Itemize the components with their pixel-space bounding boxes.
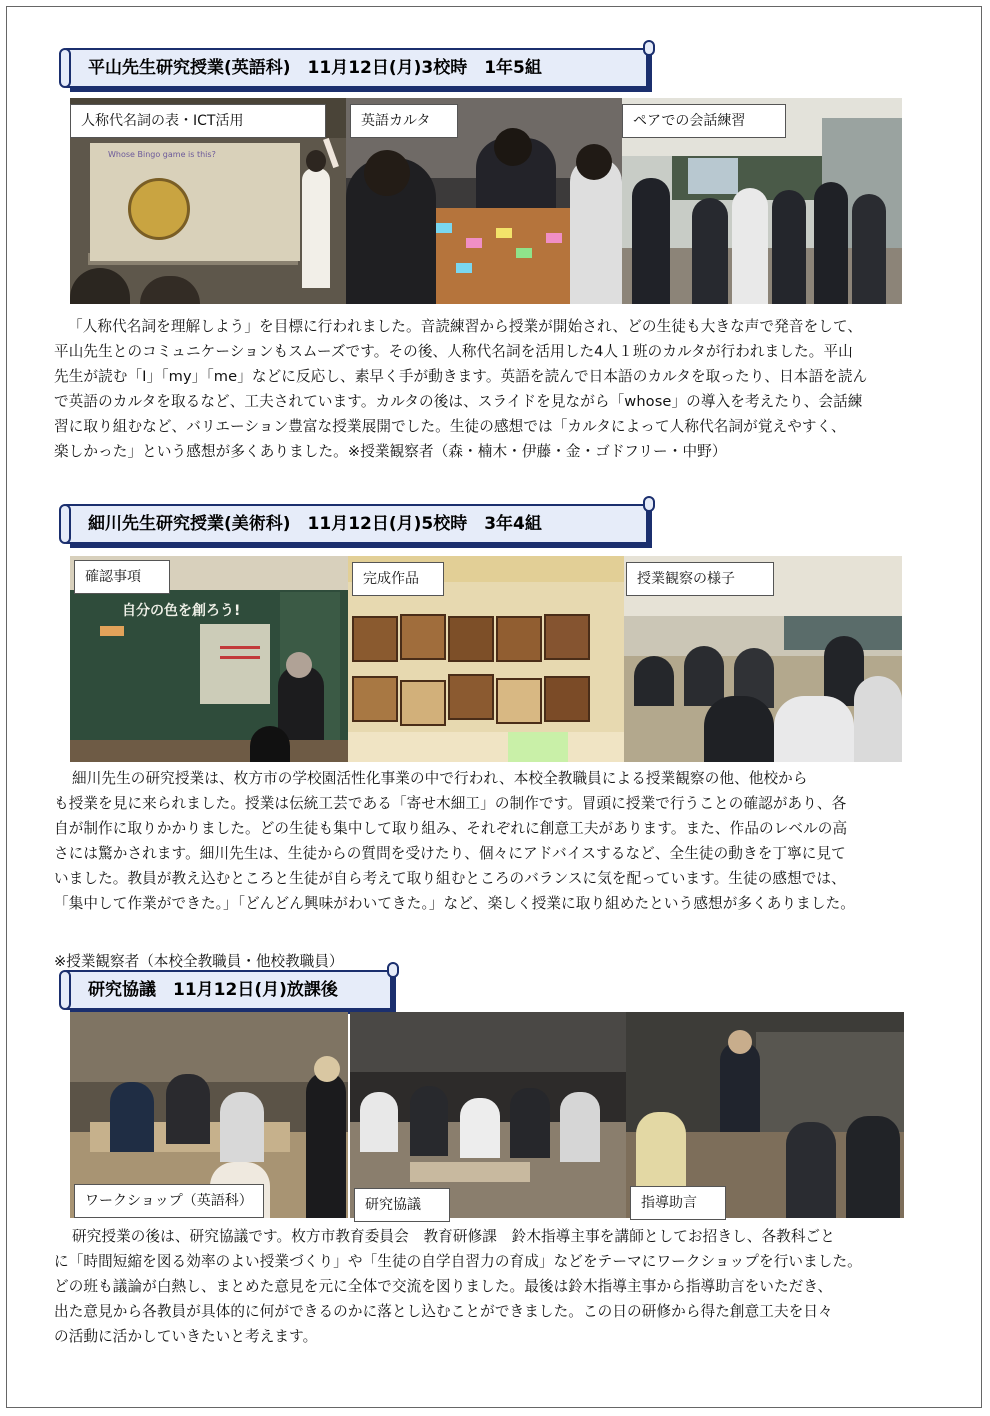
paragraph-line: 先生が読む「I」「my」「me」などに反応し、素早く手が動きます。英語を読んで日本語のカルタを取ったり、日本語を読ん (54, 368, 868, 385)
board-title: 自分の色を創ろう! (122, 603, 241, 619)
slide-text: Whose Bingo game is this? (108, 150, 216, 159)
paragraph-line: いました。教員が教え込むところと生徒が自ら考えて取り組むところのバランスに気を配っています。生徒の感想では、 (54, 870, 846, 887)
paragraph-line: で英語のカルタを取るなど、工夫されています。カルタの後は、スライドを見ながら「whose」の導入を考えたり、会話練 (54, 393, 863, 410)
paragraph-line: 研究授業の後は、研究協議です。枚方市教育委員会 教育研修課 鈴木指導主事を講師としてお招きし、各教科ごと (72, 1228, 835, 1245)
caption-observation: 授業観察の様子 (626, 562, 774, 596)
banner-title: 平山先生研究授業(英語科) 11月12日(月)3校時 1年5組 (88, 58, 542, 78)
caption-finished: 完成作品 (352, 562, 444, 596)
caption-karuta: 英語カルタ (350, 104, 458, 138)
paragraph-line: 平山先生とのコミュニケーションもスムーズです。その後、人称代名詞を活用した4人１班のカルタが行われました。平山 (54, 343, 853, 360)
paragraph-line: の活動に活かしていきたいと考えます。 (54, 1328, 318, 1345)
paragraph-line: 細川先生の研究授業は、枚方市の学校園活性化事業の中で行われ、本校全教職員による授業観察の他、他校から (72, 770, 808, 787)
banner-scroll-right (643, 40, 655, 56)
caption-workshop: ワークショップ（英語科） (74, 1184, 264, 1218)
banner-title: 研究協議 11月12日(月)放課後 (88, 980, 338, 1000)
observers-art: ※授業観察者（本校全教職員・他校教職員） (54, 953, 344, 970)
banner-scroll-left (59, 48, 71, 88)
banner-scroll-left (59, 504, 71, 544)
paragraph-line: も授業を見に来られました。授業は伝統工芸である「寄せ木細工」の制作です。冒頭に授業で行うことの確認があり、各 (54, 795, 847, 812)
banner-title: 細川先生研究授業(美術科) 11月12日(月)5校時 3年4組 (88, 514, 542, 534)
section-banner-art (66, 504, 648, 544)
paragraph-line: 習に取り組むなど、バリエーション豊富な授業展開でした。生徒の感想では「カルタによって人称代名詞が覚えやすく、 (54, 418, 846, 435)
caption-pair: ペアでの会話練習 (622, 104, 786, 138)
paragraph-line: 「集中して作業ができた。」「どんどん興味がわいてきた。」など、楽しく授業に取り組めたという感想が多くありました。 (54, 895, 855, 912)
caption-conference: 研究協議 (354, 1188, 450, 1222)
paragraph-line: に「時間短縮を図る効率のよい授業づくり」や「生徒の自学自習力の育成」などをテーマにワークショップを行いました。 (54, 1253, 862, 1270)
section-banner-english (66, 48, 648, 88)
caption-confirm: 確認事項 (74, 560, 170, 594)
paragraph-conference (54, 1224, 944, 1349)
caption-advice: 指導助言 (630, 1186, 726, 1220)
banner-scroll-left (59, 970, 71, 1010)
paragraph-art (54, 766, 944, 916)
paragraph-line: 「人称代名詞を理解しよう」を目標に行われました。音読練習から授業が開始され、どの生徒も大きな声で発音をして、 (68, 318, 863, 335)
paragraph-line: 楽しかった」という感想が多くありました。※授業観察者（森・楠木・伊藤・金・ゴドフリー・中野） (54, 443, 727, 460)
banner-scroll-right (387, 962, 399, 978)
caption-ict: 人称代名詞の表・ICT活用 (70, 104, 326, 138)
paragraph-line: 出た意見から各教員が具体的に何ができるのかに落とし込むことができました。この日の研修から得た創意工夫を日々 (54, 1303, 833, 1320)
paragraph-line: さには驚かされます。細川先生は、生徒からの質問を受けたり、個々にアドバイスするなど、全生徒の動きを丁寧に見て (54, 845, 846, 862)
paragraph-english (54, 314, 944, 464)
section-banner-conference (66, 970, 392, 1010)
banner-scroll-right (643, 496, 655, 512)
paragraph-line: 自が制作に取りかかりました。どの生徒も集中して取り組み、それぞれに創意工夫があります。また、作品のレベルの高 (54, 820, 848, 837)
paragraph-line: どの班も議論が白熱し、まとめた意見を元に全体で交流を図りました。最後は鈴木指導主事から指導助言をいただき、 (54, 1278, 833, 1295)
